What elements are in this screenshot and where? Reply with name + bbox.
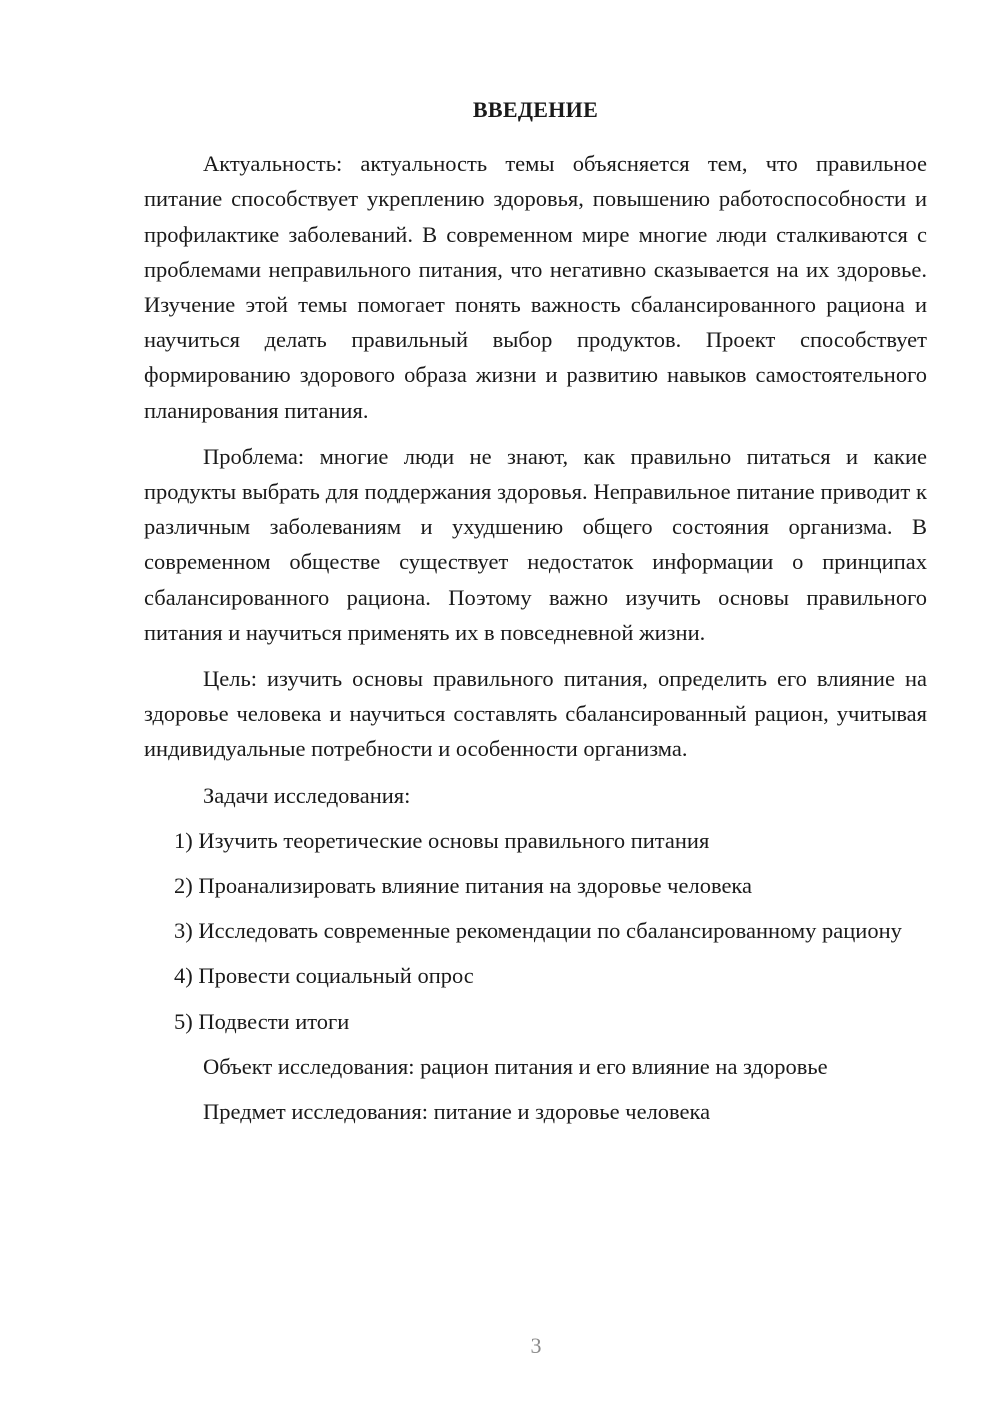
research-object: Объект исследования: рацион питания и его влияние на здоровье [203,1053,828,1079]
paragraph-problem: Проблема: многие люди не знают, как правильно питаться и какие продукты выбрать для поддержания здоровья. Неправильное питание приводит к различным заболеваниям и ухудшению общего состояния организма. В современном обществе существует недостаток информации о принципах сбалансированного рациона. Поэтому важно изучить основы правильного питания и научиться применять их в повседневной жизни. [144,443,927,645]
page-title: ВВЕДЕНИЕ [472,97,599,122]
task-item: 1) Изучить теоретические основы правильного питания [174,827,710,853]
tasks-heading: Задачи исследования: [203,782,411,808]
paragraph-relevance: Актуальность: актуальность темы объясняется тем, что правильное питание способствует укреплению здоровья, повышению работоспособности и профилактике заболеваний. В современном мире многие люди сталкиваются с проблемами неправильного питания, что негативно сказывается на их здоровье. Изучение этой темы помогает понять важность сбалансированного рациона и научиться делать правильный выбор продуктов. Проект способствует формированию здорового образа жизни и развитию навыков самостоятельного планирования питания. [144,151,927,423]
task-item: 5) Подвести итоги [174,1008,350,1034]
page-number: 3 [530,1333,542,1358]
task-item: 4) Провести социальный опрос [174,963,474,989]
page-content [144,92,927,1139]
task-item: 2) Проанализировать влияние питания на здоровье человека [174,873,753,899]
paragraph-goal: Цель: изучить основы правильного питания, определить его влияние на здоровье человека и научиться составлять сбалансированный рацион, учитывая индивидуальные потребности и особенности организма. [144,666,927,762]
task-item: 3) Исследовать современные рекомендации по сбалансированному рациону [174,918,902,944]
research-subject: Предмет исследования: питание и здоровье человека [203,1099,711,1125]
